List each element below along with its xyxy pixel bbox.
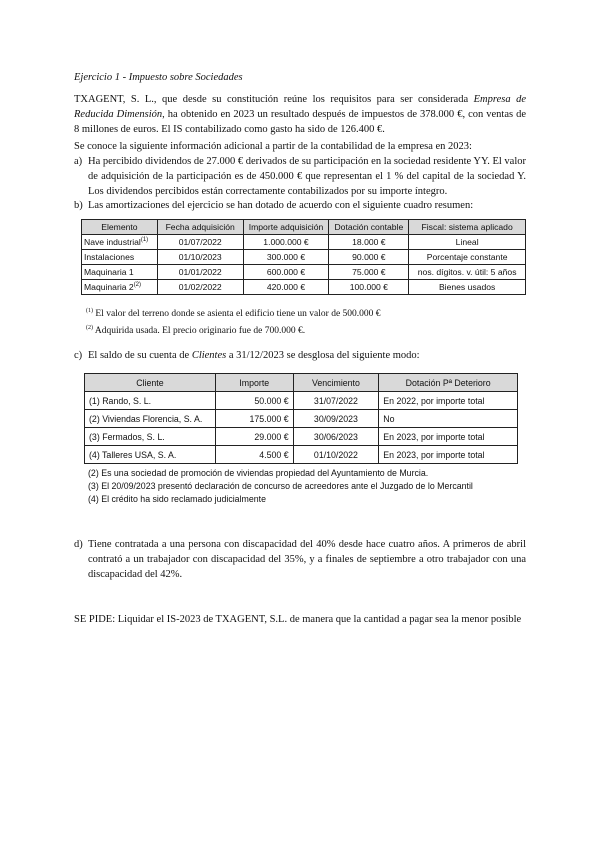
cell-cliente: (1) Rando, S. L.	[85, 392, 216, 410]
cell-elemento: Maquinaria 2$^{(2)}$	[82, 280, 158, 295]
cell-dotacion: 75.000 €	[329, 265, 409, 280]
clientes-header-row	[85, 374, 518, 392]
item-b-label: b)	[74, 200, 83, 211]
exercise-title: Ejercicio 1 - Impuesto sobre Sociedades	[74, 72, 243, 83]
clientes-note: (2) Es una sociedad de promoción de viviendas propiedad del Ayuntamiento de Murcia.	[88, 468, 429, 478]
col-header: Vencimiento	[293, 374, 379, 392]
cell-vencimiento: 31/07/2022	[293, 392, 379, 410]
cell-vencimiento: 01/10/2022	[293, 446, 379, 464]
col-header: Cliente	[85, 374, 216, 392]
col-header: Fecha adquisición	[157, 220, 243, 235]
clientes-table	[84, 373, 518, 464]
cell-dotacion: En 2023, por importe total	[379, 428, 518, 446]
item-a-label: a)	[74, 156, 83, 167]
cell-fecha: 01/10/2023	[157, 250, 243, 265]
clientes-footnotes	[88, 467, 526, 506]
cell-importe: 175.000 €	[215, 410, 293, 428]
cell-elemento: Maquinaria 1	[82, 265, 158, 280]
se-pide-text: : Liquidar el IS-2023 de TXAGENT, S.L. de manera que la cantidad a pagar sea la menor posible	[112, 614, 522, 625]
clientes-note: (4) El crédito ha sido reclamado judicialmente	[88, 494, 266, 504]
col-header: Dotación contable	[329, 220, 409, 235]
footnote-1: $^{(1)}$ El valor del terreno donde se asienta el edificio tiene un valor de 500.000 €	[86, 308, 381, 320]
item-a	[74, 154, 526, 199]
item-c-label: c)	[74, 350, 83, 361]
intro-paragraph	[74, 92, 526, 137]
item-a-text: Ha percibido dividendos de 27.000 € derivados de su participación en la sociedad residente YY. El valor de adquisición de la participación es de 450.000 € que representan el 1 % del capital de la sociedad Y. Los dividendos percibidos están correctamente contabilizados por su importe íntegro.	[88, 156, 526, 197]
cell-fecha: 01/07/2022	[157, 235, 243, 250]
cell-fiscal: Porcentaje constante	[409, 250, 526, 265]
table-row	[85, 428, 518, 446]
cell-dotacion: En 2023, por importe total	[379, 446, 518, 464]
item-d-text: Tiene contratada a una persona con discapacidad del 40% desde hace cuatro años. A primeros de abril contrató a un trabajador con discapacidad del 35%, y a finales de septiembre a otro trabajador con una discapacidad del 42%.	[88, 539, 526, 580]
item-c	[74, 348, 526, 363]
cell-cliente: (3) Fermados, S. L.	[85, 428, 216, 446]
col-header: Fiscal: sistema aplicado	[409, 220, 526, 235]
cell-importe: 29.000 €	[215, 428, 293, 446]
footnote-2: $^{(2)}$ Adquirida usada. El precio originario fue de 700.000 €.	[86, 325, 306, 337]
amortization-footnotes	[86, 304, 381, 338]
col-header: Dotación Pª Deterioro	[379, 374, 518, 392]
col-header: Importe	[215, 374, 293, 392]
col-header: Elemento	[82, 220, 158, 235]
cell-fiscal: Lineal	[409, 235, 526, 250]
table-row	[82, 250, 526, 265]
amortization-table	[81, 219, 526, 295]
cell-dotacion: 100.000 €	[329, 280, 409, 295]
cell-fecha: 01/02/2022	[157, 280, 243, 295]
cell-importe: 4.500 €	[215, 446, 293, 464]
item-d	[74, 537, 526, 582]
cell-dotacion: 90.000 €	[329, 250, 409, 265]
table-row	[85, 446, 518, 464]
se-pide-label: SE PIDE	[74, 614, 113, 625]
cell-elemento: Nave industrial$^{(1)}$	[82, 235, 158, 250]
item-d-label: d)	[74, 539, 83, 550]
item-c-text: El saldo de su cuenta de Clientes a 31/12/2023 se desglosa del siguiente modo:	[88, 350, 420, 361]
intro-italic: Empresa de Reducida Dimensión	[74, 94, 526, 120]
col-header: Importe adquisición	[243, 220, 329, 235]
table-row	[82, 280, 526, 295]
clientes-note: (3) El 20/09/2023 presentó declaración de concurso de acreedores ante el Juzgado de lo Mercantil	[88, 481, 473, 491]
cell-fiscal: Bienes usados	[409, 280, 526, 295]
table-row	[82, 265, 526, 280]
cell-vencimiento: 30/06/2023	[293, 428, 379, 446]
cell-importe: 1.000.000 €	[243, 235, 329, 250]
cell-cliente: (4) Talleres USA, S. A.	[85, 446, 216, 464]
cell-dotacion: No	[379, 410, 518, 428]
info-intro: Se conoce la siguiente información adicional a partir de la contabilidad de la empresa en 2023:	[74, 141, 472, 152]
cell-fiscal: nos. dígitos. v. útil: 5 años	[409, 265, 526, 280]
cell-elemento: Instalaciones	[82, 250, 158, 265]
item-b-text: Las amortizaciones del ejercicio se han dotado de acuerdo con el siguiente cuadro resumen:	[88, 200, 474, 211]
intro-part2: , ha obtenido en 2023 un resultado después de impuestos de 378.000 €, con ventas de 8 millones de euros. El IS contabilizado como gasto ha sido de 126.400 €.	[74, 109, 526, 135]
cell-importe: 420.000 €	[243, 280, 329, 295]
intro-part1: TXAGENT, S. L., que desde su constitución reúne los requisitos para ser considerada	[74, 94, 474, 105]
cell-dotacion: En 2022, por importe total	[379, 392, 518, 410]
amortization-header-row	[82, 220, 526, 235]
item-b	[74, 198, 526, 213]
cell-importe: 300.000 €	[243, 250, 329, 265]
cell-dotacion: 18.000 €	[329, 235, 409, 250]
cell-importe: 50.000 €	[215, 392, 293, 410]
table-row	[85, 392, 518, 410]
se-pide	[74, 612, 526, 627]
table-row	[85, 410, 518, 428]
table-row	[82, 235, 526, 250]
cell-cliente: (2) Viviendas Florencia, S. A.	[85, 410, 216, 428]
cell-fecha: 01/01/2022	[157, 265, 243, 280]
cell-vencimiento: 30/09/2023	[293, 410, 379, 428]
cell-importe: 600.000 €	[243, 265, 329, 280]
